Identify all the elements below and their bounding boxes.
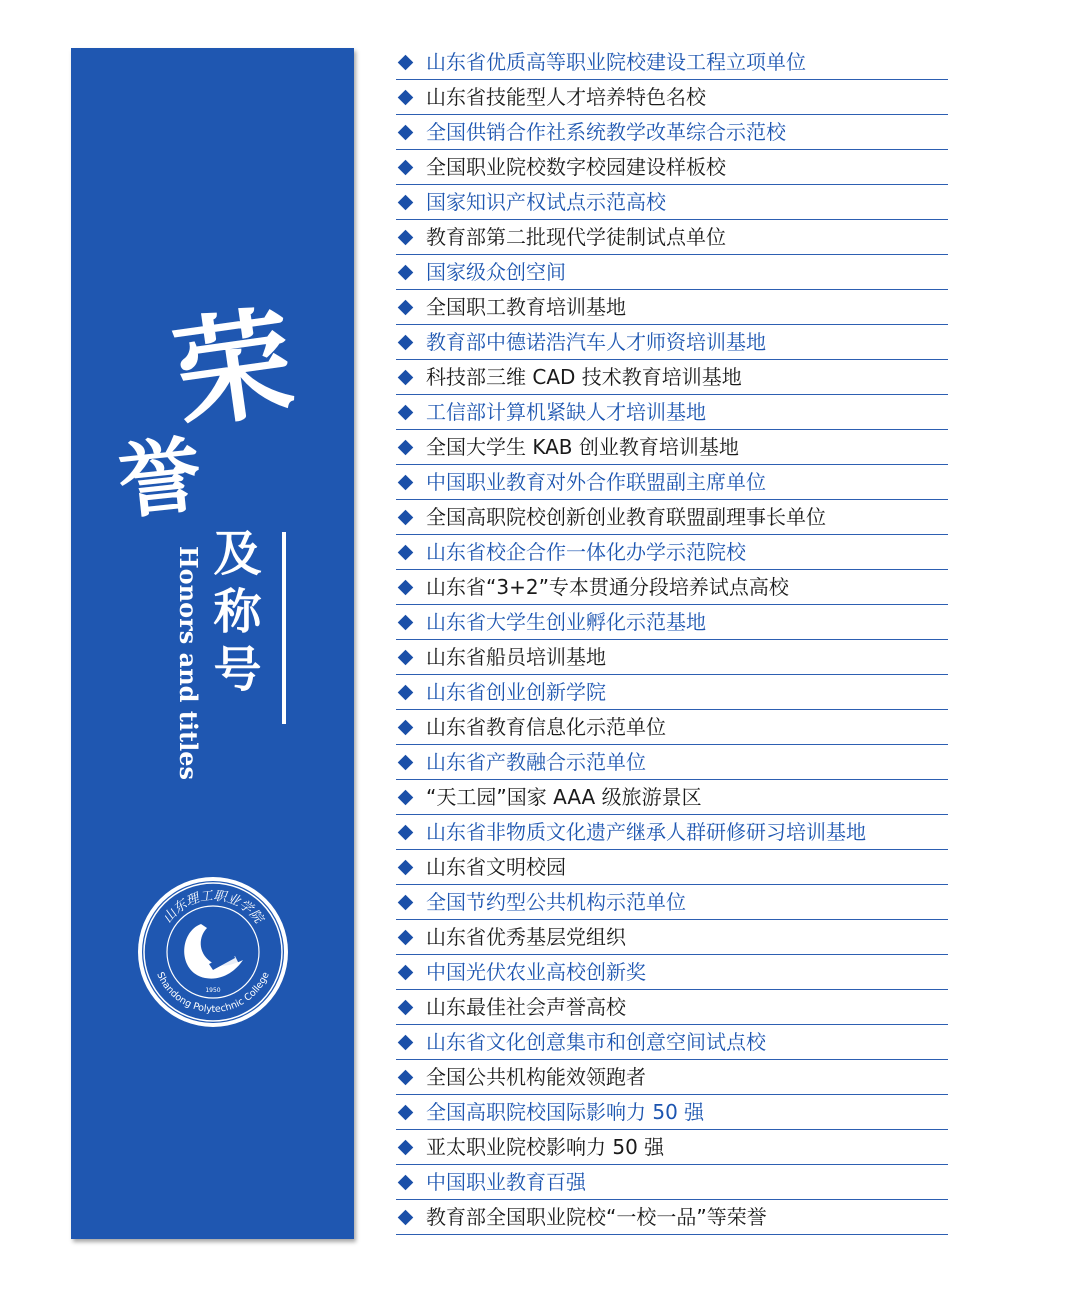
calligraphy-yu: 誉 (114, 426, 206, 532)
honor-item-text: 山东省优质高等职业院校建设工程立项单位 (426, 50, 806, 74)
honor-item (396, 325, 948, 360)
banner-title: 及称号 (205, 528, 261, 702)
diamond-bullet-icon (398, 1209, 414, 1225)
diamond-bullet-icon (398, 369, 414, 385)
honor-item (396, 920, 948, 955)
diamond-bullet-icon (398, 684, 414, 700)
college-seal-icon (135, 874, 291, 1030)
honor-item-text: 山东省船员培训基地 (426, 645, 606, 669)
diamond-bullet-icon (398, 124, 414, 140)
diamond-bullet-icon (398, 614, 414, 630)
diamond-bullet-icon (398, 824, 414, 840)
honor-item-text: 全国供销合作社系统教学改革综合示范校 (426, 120, 786, 144)
honor-item (396, 150, 948, 185)
honor-item (396, 1200, 948, 1235)
honor-item-text: 山东省“3+2”专本贯通分段培养试点高校 (426, 575, 789, 599)
diamond-bullet-icon (398, 404, 414, 420)
diamond-bullet-icon (398, 54, 414, 70)
honor-item (396, 80, 948, 115)
honor-item (396, 570, 948, 605)
diamond-bullet-icon (398, 334, 414, 350)
honor-item-text: 山东省文化创意集市和创意空间试点校 (426, 1030, 766, 1054)
honor-item-text: 山东省创业创新学院 (426, 680, 606, 704)
honor-item (396, 885, 948, 920)
honor-item (396, 360, 948, 395)
honor-item (396, 990, 948, 1025)
banner-divider (282, 532, 286, 724)
honor-item-text: 科技部三维 CAD 技术教育培训基地 (426, 365, 742, 389)
diamond-bullet-icon (398, 1104, 414, 1120)
diamond-bullet-icon (398, 229, 414, 245)
honor-item-text: 山东省非物质文化遗产继承人群研修研习培训基地 (426, 820, 866, 844)
honor-item-text: 山东省优秀基层党组织 (426, 925, 626, 949)
honors-list (396, 45, 948, 1235)
diamond-bullet-icon (398, 789, 414, 805)
diamond-bullet-icon (398, 929, 414, 945)
diamond-bullet-icon (398, 999, 414, 1015)
honor-item-text: 全国节约型公共机构示范单位 (426, 890, 686, 914)
honor-item (396, 1165, 948, 1200)
diamond-bullet-icon (398, 859, 414, 875)
diamond-bullet-icon (398, 299, 414, 315)
honor-item (396, 745, 948, 780)
honor-item (396, 640, 948, 675)
diamond-bullet-icon (398, 544, 414, 560)
diamond-bullet-icon (398, 1034, 414, 1050)
honor-item-text: 中国职业教育对外合作联盟副主席单位 (426, 470, 766, 494)
diamond-bullet-icon (398, 474, 414, 490)
diamond-bullet-icon (398, 194, 414, 210)
diamond-bullet-icon (398, 264, 414, 280)
honor-item-text: 教育部中德诺浩汽车人才师资培训基地 (426, 330, 766, 354)
diamond-bullet-icon (398, 964, 414, 980)
honor-item-text: 全国职工教育培训基地 (426, 295, 626, 319)
diamond-bullet-icon (398, 719, 414, 735)
diamond-bullet-icon (398, 89, 414, 105)
title-banner (71, 48, 354, 1239)
honor-item (396, 465, 948, 500)
honor-item (396, 675, 948, 710)
diamond-bullet-icon (398, 1139, 414, 1155)
logo-name-en: Shandong Polytechnic College (154, 970, 272, 1016)
honor-item (396, 1095, 948, 1130)
honor-item (396, 185, 948, 220)
honor-item-text: 山东省文明校园 (426, 855, 566, 879)
honor-item-text: 山东省产教融合示范单位 (426, 750, 646, 774)
honor-item-text: 教育部第二批现代学徒制试点单位 (426, 225, 726, 249)
honor-item (396, 955, 948, 990)
honor-item (396, 1025, 948, 1060)
honor-item-text: 亚太职业院校影响力 50 强 (426, 1135, 665, 1159)
honor-item-text: 全国职业院校数字校园建设样板校 (426, 155, 726, 179)
honor-item-text: 中国职业教育百强 (426, 1170, 586, 1194)
honor-item-text: 中国光伏农业高校创新奖 (426, 960, 646, 984)
honor-item (396, 255, 948, 290)
honor-item (396, 500, 948, 535)
diamond-bullet-icon (398, 1174, 414, 1190)
diamond-bullet-icon (398, 159, 414, 175)
honor-item-text: 山东省教育信息化示范单位 (426, 715, 666, 739)
honor-item-text: 山东省大学生创业孵化示范基地 (426, 610, 706, 634)
honor-item-text: 山东最佳社会声誉高校 (426, 995, 626, 1019)
honor-item (396, 290, 948, 325)
college-logo (135, 874, 291, 1030)
honor-item-text: 教育部全国职业院校“一校一品”等荣誉 (426, 1205, 767, 1229)
calligraphy-rong: 荣 (165, 291, 303, 446)
honor-item (396, 815, 948, 850)
honor-item-text: 国家知识产权试点示范高校 (426, 190, 666, 214)
honor-item-text: 山东省技能型人才培养特色名校 (426, 85, 706, 109)
honor-item (396, 535, 948, 570)
honor-item (396, 1060, 948, 1095)
diamond-bullet-icon (398, 754, 414, 770)
honor-item (396, 850, 948, 885)
honor-item (396, 1130, 948, 1165)
honor-item (396, 220, 948, 255)
honor-item-text: 工信部计算机紧缺人才培训基地 (426, 400, 706, 424)
honor-item-text: 国家级众创空间 (426, 260, 566, 284)
honor-item-text: 山东省校企合作一体化办学示范院校 (426, 540, 746, 564)
honor-item (396, 45, 948, 80)
banner-subtitle-en: Honors and titles (174, 546, 203, 780)
honor-item (396, 605, 948, 640)
diamond-bullet-icon (398, 894, 414, 910)
honor-item-text: 全国高职院校国际影响力 50 强 (426, 1100, 705, 1124)
honor-item (396, 115, 948, 150)
honor-item-text: 全国高职院校创新创业教育联盟副理事长单位 (426, 505, 826, 529)
honor-item (396, 430, 948, 465)
diamond-bullet-icon (398, 439, 414, 455)
honor-item-text: 全国公共机构能效领跑者 (426, 1065, 646, 1089)
logo-year: 1950 (205, 987, 221, 994)
honor-item-text: 全国大学生 KAB 创业教育培训基地 (426, 435, 739, 459)
honor-item (396, 395, 948, 430)
honor-item (396, 710, 948, 745)
diamond-bullet-icon (398, 509, 414, 525)
diamond-bullet-icon (398, 649, 414, 665)
honor-item-text: “天工园”国家 AAA 级旅游景区 (426, 785, 702, 809)
diamond-bullet-icon (398, 579, 414, 595)
diamond-bullet-icon (398, 1069, 414, 1085)
logo-name-cn: 山东理工职业学院 (160, 888, 266, 927)
honor-item (396, 780, 948, 815)
